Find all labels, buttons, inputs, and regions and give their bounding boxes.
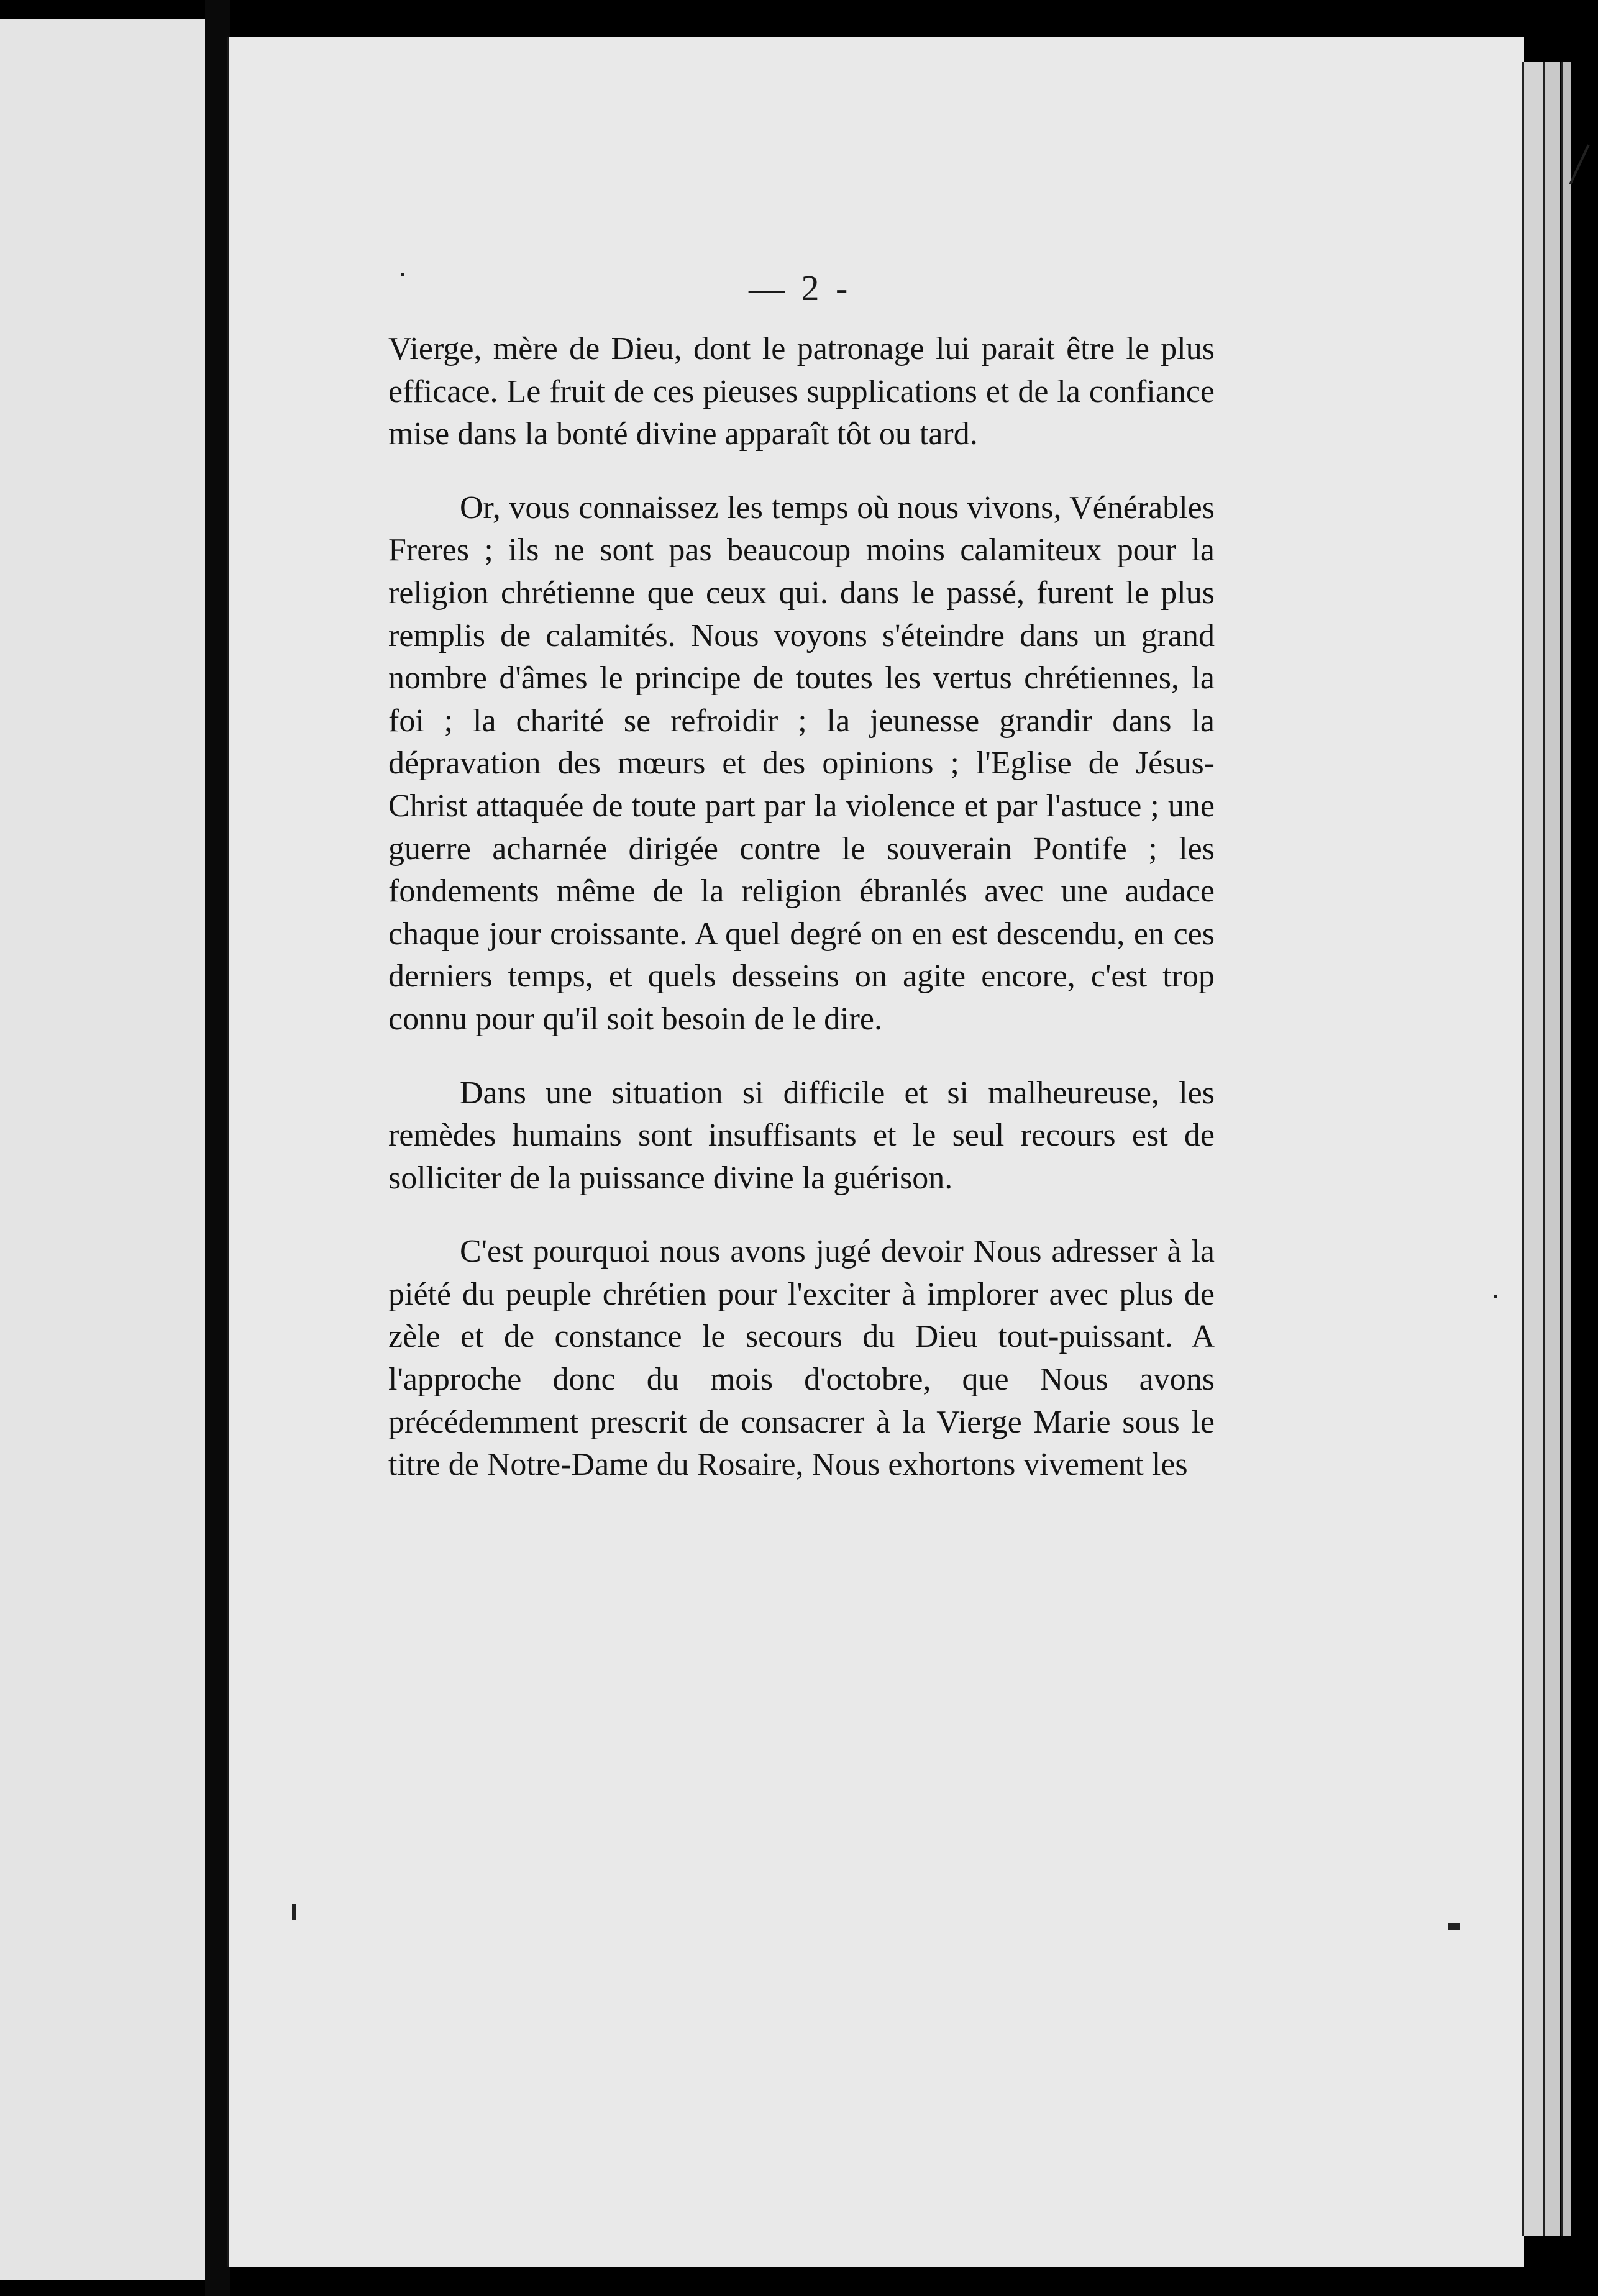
page-number: — 2 -: [749, 268, 852, 308]
paragraph: C'est pourquoi nous avons jugé devoir Nous adresser à la piété du peuple chrétien pour l'exciter à implorer avec plus de zèle et de constance le secours du Dieu tout-puissant. A l'approche donc du mois d'octobre, que Nous avons précédemment prescrit de consacrer à la Vierge Marie sous le titre de Notre-Dame du Rosaire, Nous exhortons vivement les: [388, 1234, 1215, 1483]
page-edge: [1561, 62, 1571, 2236]
page-edge: [1543, 62, 1560, 2236]
paragraph: Or, vous connaissez les temps où nous vivons, Vénérables Freres ; ils ne sont pas beaucoup moins calamiteux pour la religion chrétienne que ceux qui. dans le passé, furent le plus remplis de calamités. Nous voyons s'éteindre dans un grand nombre d'âmes le principe de toutes les vertus chrétiennes, la foi ; la charité se refroidir ; la jeunesse grandir dans la dépravation des mœurs et des opinions ; l'Eglise de Jésus-Christ attaquée de toute part par la violence et par l'astuce ; une guerre acharnée dirigée contre le souverain Pontife ; les fondements même de la religion ébranlés avec une audace chaque jour croissante. A quel degré on en est descendu, en ces derniers temps, et quels desseins on agite encore, c'est trop connu pour qu'il soit besoin de le dire.: [388, 490, 1215, 1037]
paragraph: Dans une situation si difficile et si malheureuse, les remèdes humains sont insuffisants et le seul recours est de solliciter de la puissance divine la guérison.: [388, 1075, 1215, 1196]
facing-page-edge: [0, 19, 214, 2280]
paragraph: Vierge, mère de Dieu, dont le patronage lui parait être le plus efficace. Le fruit de ces pieuses supplications et de la confiance mise dans la bonté divine apparaît tôt ou tard.: [388, 331, 1215, 452]
book-binding: [205, 0, 230, 2296]
page-edge: [1522, 62, 1543, 2236]
body-text: [388, 328, 1215, 1518]
